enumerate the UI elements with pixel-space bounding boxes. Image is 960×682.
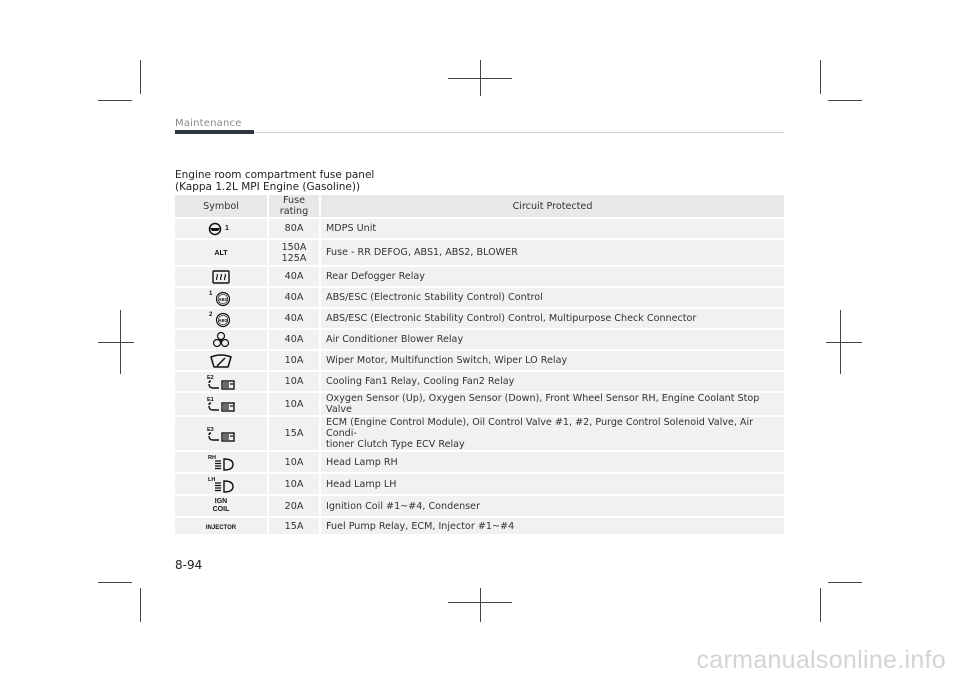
symbol-cell — [175, 393, 267, 417]
page-number: 8-94 — [175, 558, 203, 572]
fuse-table — [175, 195, 784, 536]
symbol-cell — [175, 309, 267, 330]
header-rule — [254, 132, 784, 133]
fuse-rating: 10A — [267, 393, 319, 417]
symbol-cell — [175, 240, 267, 267]
crop-mark — [120, 310, 121, 374]
page-title — [175, 169, 374, 193]
engine-index-label: E2 — [207, 374, 214, 381]
header-accent-bar — [175, 130, 254, 134]
mdps-index-label: 1 — [225, 224, 229, 232]
crop-mark — [98, 582, 132, 583]
fuse-rating-line-2: 125A — [281, 252, 307, 264]
fuse-rating: 10A — [267, 351, 319, 372]
circuit-protected: Head Lamp LH — [319, 474, 784, 496]
crop-mark — [840, 310, 841, 374]
abs-text: ABS — [218, 296, 228, 302]
symbol-cell — [175, 496, 267, 518]
circuit-line-1: ECM (Engine Control Module), Oil Control Valve #1, #2, Purge Control Solenoid Valve, Air Condi- — [326, 417, 754, 439]
fuse-rating: 15A — [267, 417, 319, 452]
wiper-icon — [209, 353, 233, 369]
abs-icon — [208, 289, 234, 307]
abs-text: ABS — [218, 317, 228, 323]
blower-fan-icon — [212, 331, 230, 349]
circuit-protected: Rear Defogger Relay — [319, 267, 784, 288]
fuse-rating: 20A — [267, 496, 319, 518]
head-lamp-side-label: LH — [208, 477, 216, 483]
head-lamp-side-label: RH — [208, 455, 216, 461]
ign-coil-text-icon — [175, 498, 267, 514]
circuit-protected: Fuse - RR DEFOG, ABS1, ABS2, BLOWER — [319, 240, 784, 267]
engine-index-label: E1 — [207, 397, 214, 403]
circuit-protected: Ignition Coil #1~#4, Condenser — [319, 496, 784, 518]
crop-mark — [140, 588, 141, 622]
fuse-rating: 40A — [267, 330, 319, 351]
fuse-rating — [267, 240, 319, 267]
symbol-cell — [175, 267, 267, 288]
abs-icon — [208, 310, 234, 328]
symbol-cell — [175, 518, 267, 536]
table-row — [175, 267, 784, 288]
symbol-cell — [175, 288, 267, 309]
engine-icon — [206, 373, 236, 391]
circuit-protected — [319, 417, 784, 452]
crop-mark — [828, 582, 862, 583]
title-line-1: Engine room compartment fuse panel — [175, 169, 375, 181]
fuse-rating: 40A — [267, 267, 319, 288]
table-row — [175, 309, 784, 330]
circuit-protected: Oxygen Sensor (Up), Oxygen Sensor (Down), Front Wheel Sensor RH, Engine Coolant Stop Valve — [319, 393, 784, 417]
crop-mark — [480, 588, 481, 622]
table-row — [175, 496, 784, 518]
abs-index-label: 2 — [209, 311, 213, 318]
circuit-protected: MDPS Unit — [319, 219, 784, 240]
table-row — [175, 474, 784, 496]
injector-text-icon: INJECTOR — [205, 524, 237, 531]
fuse-rating: 10A — [267, 372, 319, 393]
ign-coil-line-1: IGN — [214, 498, 228, 505]
section-header: Maintenance — [175, 118, 242, 129]
circuit-protected: ABS/ESC (Electronic Stability Control) Control — [319, 288, 784, 309]
symbol-cell — [175, 330, 267, 351]
circuit-protected: Air Conditioner Blower Relay — [319, 330, 784, 351]
crop-mark — [826, 342, 862, 343]
symbol-cell — [175, 351, 267, 372]
crop-mark — [98, 100, 132, 101]
abs-index-label: 1 — [209, 290, 213, 297]
fuse-rating: 15A — [267, 518, 319, 536]
table-row — [175, 240, 784, 267]
symbol-cell — [175, 474, 267, 496]
fuse-rating: 40A — [267, 288, 319, 309]
table-row — [175, 417, 784, 452]
crop-mark — [480, 60, 481, 96]
table-row — [175, 330, 784, 351]
fuse-rating: 10A — [267, 474, 319, 496]
circuit-protected: Fuel Pump Relay, ECM, Injector #1~#4 — [319, 518, 784, 536]
table-row — [175, 452, 784, 474]
crop-mark — [140, 60, 141, 94]
symbol-cell — [175, 452, 267, 474]
table-row — [175, 518, 784, 536]
crop-mark — [98, 342, 134, 343]
title-line-2: (Kappa 1.2L MPI Engine (Gasoline)) — [175, 181, 361, 193]
table-row — [175, 219, 784, 240]
table-row — [175, 351, 784, 372]
circuit-line-2: tioner Clutch Type ECV Relay — [326, 439, 465, 450]
symbol-cell — [175, 219, 267, 240]
circuit-protected: Wiper Motor, Multifunction Switch, Wiper LO Relay — [319, 351, 784, 372]
crop-mark — [828, 100, 862, 101]
watermark: carmanualsonline.info — [696, 646, 946, 674]
table-row — [175, 372, 784, 393]
header-fuse-rating: Fuse rating — [267, 195, 319, 219]
head-lamp-icon — [207, 475, 235, 493]
table-row — [175, 393, 784, 417]
circuit-protected: Cooling Fan1 Relay, Cooling Fan2 Relay — [319, 372, 784, 393]
ign-coil-line-2: COIL — [212, 506, 230, 513]
circuit-protected: Head Lamp RH — [319, 452, 784, 474]
header-symbol: Symbol — [175, 195, 267, 219]
rear-defogger-icon — [212, 270, 230, 284]
fuse-rating: 40A — [267, 309, 319, 330]
table-row — [175, 288, 784, 309]
head-lamp-icon — [207, 453, 235, 471]
engine-index-label: E3 — [207, 426, 214, 433]
steering-wheel-icon — [208, 222, 234, 236]
fuse-rating: 80A — [267, 219, 319, 240]
fuse-rating-line-1: 150A — [281, 241, 307, 253]
table-header-row — [175, 195, 784, 219]
alt-text-icon: ALT — [214, 250, 228, 257]
symbol-cell — [175, 417, 267, 452]
fuse-rating: 10A — [267, 452, 319, 474]
header-circuit-protected: Circuit Protected — [319, 195, 784, 219]
crop-mark — [820, 588, 821, 622]
circuit-protected: ABS/ESC (Electronic Stability Control) Control, Multipurpose Check Connector — [319, 309, 784, 330]
symbol-cell — [175, 372, 267, 393]
crop-mark — [820, 60, 821, 94]
engine-icon — [206, 395, 236, 413]
engine-icon — [206, 425, 236, 443]
